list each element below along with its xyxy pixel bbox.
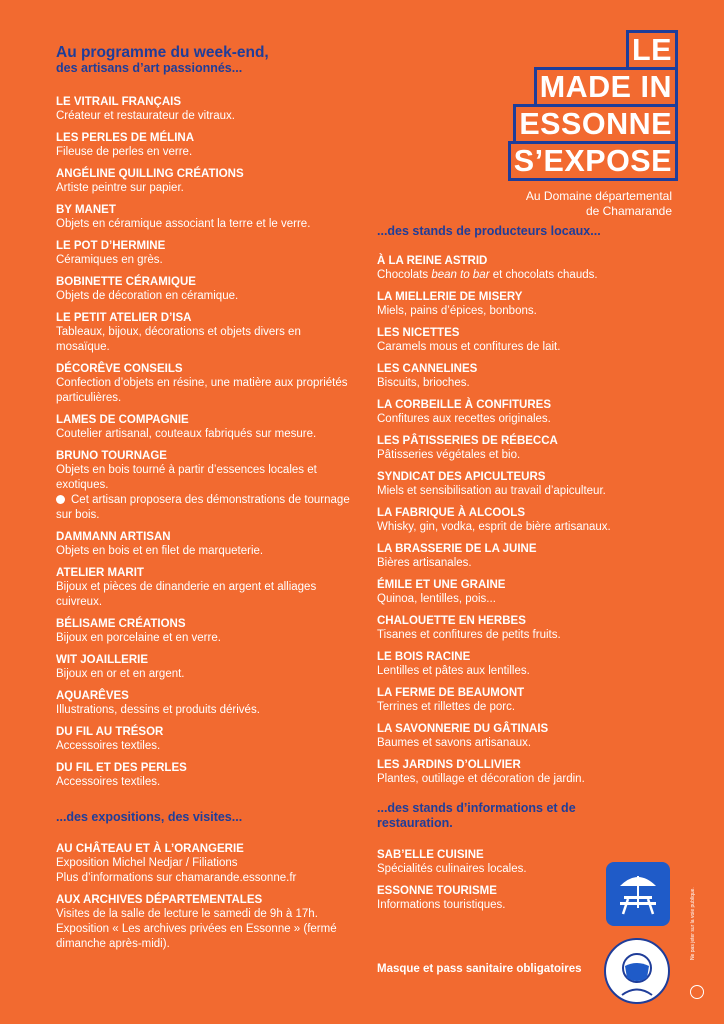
list-item: AUX ARCHIVES DÉPARTEMENTALES Visites de la salle de lecture le samedi de 9h à 17h. Exposition « Les archives privées en Essonne » (fermé dimanche après-midi). [56, 894, 337, 950]
logo-line: S’EXPOSE [508, 141, 678, 181]
parasol-icon [606, 862, 670, 926]
list-item: BRUNO TOURNAGE Objets en bois tourné à partir d’essences locales et exotiques. Cet artisan proposera des démonstrations de tournage sur bois. [56, 449, 356, 523]
list-item: WIT JOAILLERIE Bijoux en or et en argent. [56, 654, 185, 680]
list-item: ATELIER MARIT Bijoux et pièces de dinanderie en argent et alliages cuivreux. [56, 567, 317, 608]
list-item: LES NICETTES Caramels mous et confitures de lait. [377, 327, 561, 353]
list-item: LES PÂTISSERIES DE RÉBECCA Pâtisseries végétales et bio. [377, 435, 558, 461]
list-item: ÉMILE ET UNE GRAINE Quinoa, lentilles, pois... [377, 579, 506, 605]
list-item: LE PETIT ATELIER D’ISA Tableaux, bijoux, décorations et objets divers en mosaïque. [56, 312, 301, 353]
event-logo [484, 30, 678, 219]
list-item: LE POT D’HERMINE Céramiques en grès. [56, 240, 166, 266]
list-item: LE VITRAIL FRANÇAIS Créateur et restaurateur de vitraux. [56, 96, 235, 122]
picnic-table-icon [606, 862, 670, 926]
list-item: LES PERLES DE MÉLINA Fileuse de perles en verre. [56, 132, 195, 158]
mask-notice: Masque et pass sanitaire obligatoires [377, 963, 582, 975]
artisans-subtitle: des artisans d’art passionnés... [56, 61, 243, 75]
list-item: À LA REINE ASTRID Chocolats bean to bar et chocolats chauds. [377, 255, 598, 281]
list-item: ESSONNE TOURISME Informations touristiques. [377, 885, 506, 911]
list-item: LE BOIS RACINE Lentilles et pâtes aux lentilles. [377, 651, 530, 677]
list-item: DU FIL ET DES PERLES Accessoires textiles. [56, 762, 187, 788]
face-mask-icon [604, 938, 670, 1004]
list-item: ANGÉLINE QUILLING CRÉATIONS Artiste peintre sur papier. [56, 168, 244, 194]
list-item: LA FABRIQUE À ALCOOLS Whisky, gin, vodka, esprit de bière artisanaux. [377, 507, 611, 533]
list-item: BOBINETTE CÉRAMIQUE Objets de décoration en céramique. [56, 276, 239, 302]
list-item: BÉLISAME CRÉATIONS Bijoux en porcelaine et en verre. [56, 618, 221, 644]
list-item: DAMMANN ARTISAN Objets en bois et en filet de marqueterie. [56, 531, 264, 557]
list-item: LA MIELLERIE DE MISERY Miels, pains d’épices, bonbons. [377, 291, 537, 317]
info-title: ...des stands d’informations et de restauration. [377, 801, 576, 830]
bullet-icon [56, 495, 65, 504]
logo-line: MADE IN [534, 67, 678, 104]
list-item: SYNDICAT DES APICULTEURS Miels et sensibilisation au travail d’apiculteur. [377, 471, 606, 497]
list-item: AU CHÂTEAU ET À L’ORANGERIE Exposition Michel Nedjar / Filiations Plus d’informations sur chamarande.essonne.fr [56, 843, 297, 884]
list-item: SAB’ELLE CUISINE Spécialités culinaires locales. [377, 849, 527, 875]
list-item: AQUARÊVES Illustrations, dessins et produits dérivés. [56, 690, 260, 716]
list-item: DU FIL AU TRÉSOR Accessoires textiles. [56, 726, 164, 752]
list-item: LA BRASSERIE DE LA JUINE Bières artisanales. [377, 543, 537, 569]
producers-title: ...des stands de producteurs locaux... [377, 224, 601, 238]
recycle-icon [690, 985, 704, 999]
demo-note: Cet artisan proposera des démonstrations de tournage sur bois. [56, 494, 350, 521]
list-item: BY MANET Objets en céramique associant la terre et le verre. [56, 204, 311, 230]
logo-line: LE [626, 30, 678, 67]
logo-subtitle: Au Domaine départemental de Chamarande [525, 189, 672, 218]
list-item: LA FERME DE BEAUMONT Terrines et rillettes de porc. [377, 687, 525, 713]
programme-title: Au programme du week-end, [56, 44, 269, 61]
producers-column [377, 224, 677, 913]
expos-title: ...des expositions, des visites... [56, 810, 243, 824]
legal-note: Ne pas jeter sur la voie publique. [690, 887, 696, 960]
logo-line: ESSONNE [513, 104, 678, 141]
list-item: LES CANNELINES Biscuits, brioches. [377, 363, 478, 389]
list-item: LA SAVONNERIE DU GÂTINAIS Baumes et savons artisanaux. [377, 723, 549, 749]
list-item: LA CORBEILLE À CONFITURES Confitures aux recettes originales. [377, 399, 551, 425]
list-item: DÉCORÊVE CONSEILS Confection d’objets en résine, une matière aux propriétés particulières. [56, 363, 348, 404]
list-item: CHALOUETTE EN HERBES Tisanes et confitures de petits fruits. [377, 615, 561, 641]
list-item: LES JARDINS D’OLLIVIER Plantes, outillage et décoration de jardin. [377, 759, 585, 785]
list-item: LAMES DE COMPAGNIE Coutelier artisanal, couteaux fabriqués sur mesure. [56, 414, 317, 440]
artisans-column [56, 44, 356, 952]
